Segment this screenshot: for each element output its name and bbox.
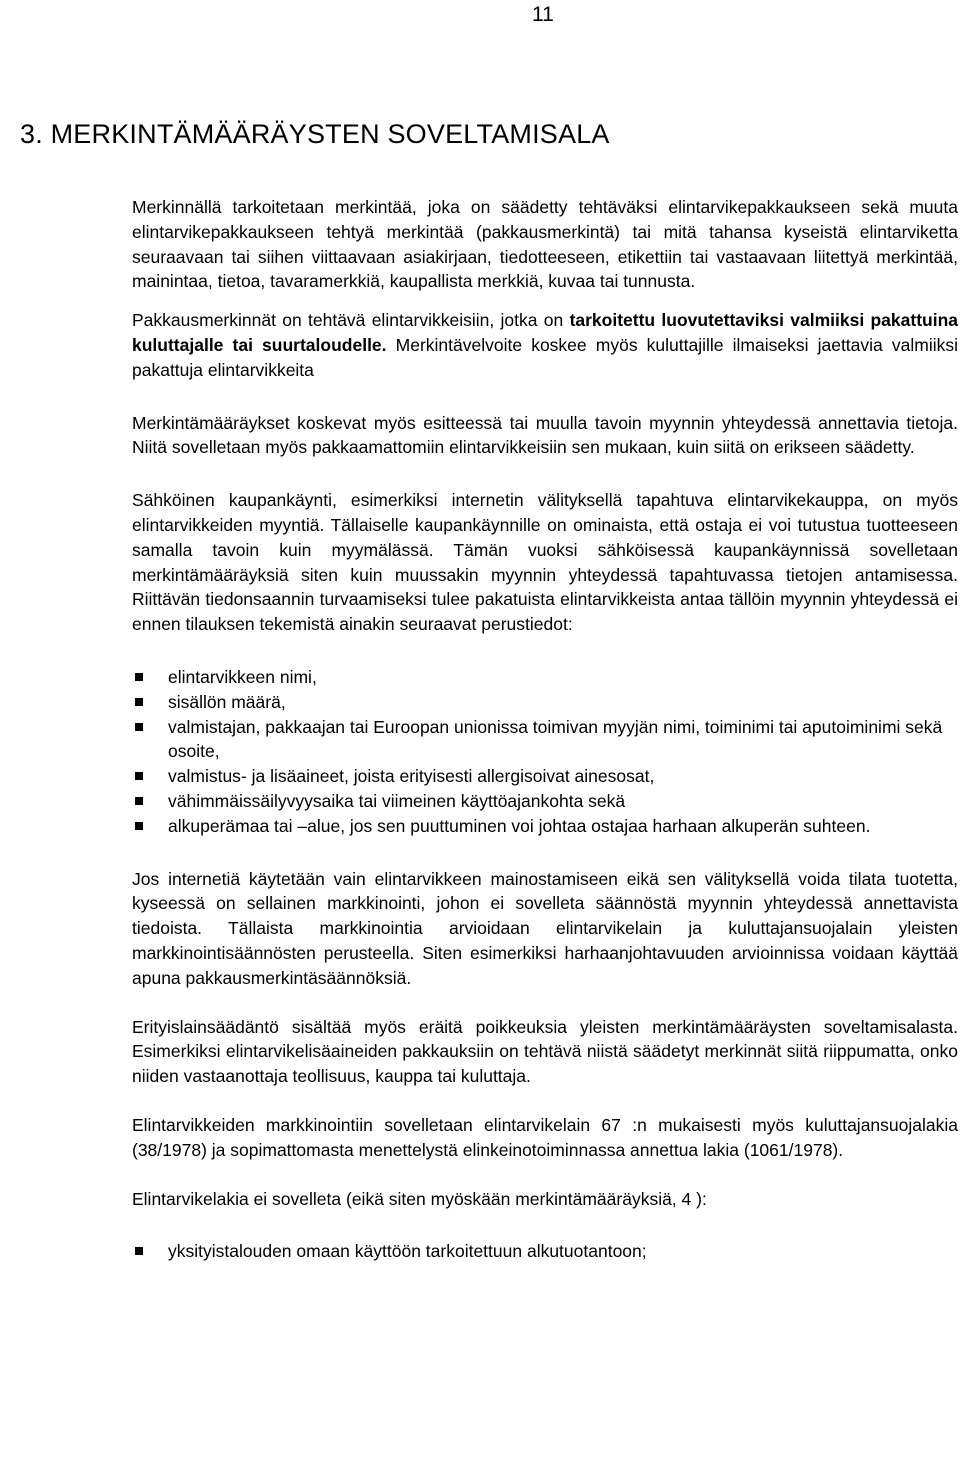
- list-item: [132, 764, 958, 789]
- paragraph-definition: Merkinnällä tarkoitetaan merkintää, joka on säädetty tehtäväksi elintarvikepakkaukseen sekä muuta elintarvikepakkaukseen tehtyä merkintää (pakkausmerkintä) tai mitä tahansa kyseistä elintarviketta seuraavaan tai siihen viittaavaan asiakirjaan, tiedotteeseen, etikettiin tai vastaavaan liitettyä merkintää, mainintaa, tietoa, tavaramerkkiä, kaupallista merkkiä, kuvaa tai tunnusta.: [132, 197, 958, 292]
- paragraph-scope-brochures: Merkintämääräykset koskevat myös esitteessä tai muulla tavoin myynnin yhteydessä annettavia tietoja. Niitä sovelletaan myös pakkaamattomiin elintarvikkeisiin sen mukaan, kuin siitä on erikseen säädetty.: [132, 412, 958, 458]
- paragraph-packaging-labels-start: Pakkausmerkinnät on tehtävä elintarvikkeisiin, jotka on: [132, 310, 570, 331]
- list-item-text: vähimmäissäilyvyysaika tai viimeinen käyttöajankohta sekä: [168, 790, 626, 811]
- list-item-text: elintarvikkeen nimi,: [168, 666, 317, 687]
- paragraph-e-commerce: Sähköinen kaupankäynti, esimerkiksi internetin välityksellä tapahtuva elintarvikekauppa, on myös elintarvikkeiden myyntiä. Tällaiselle kaupankäynnille on ominaista, että ostaja ei voi tutustua tuotteeseen samalla tavoin kuin myymälässä. Tämän vuoksi sähköisessä kaupankäynnissä sovelletaan merkintämääräyksiä siten kuin muussakin myynnin yhteydessä tapahtuvassa tietojen antamisessa. Riittävän tiedonsaannin turvaamiseksi tulee pakatuista elintarvikkeista antaa tällöin myynnin yhteydessä ei ennen tilauksen tekemistä ainakin seuraavat perustiedot:: [132, 490, 958, 635]
- list-item: [132, 665, 958, 690]
- paragraph-packaging-labels-bold: tarkoitettu luovutettaviksi valmiiksi pakattuina kuluttajalle tai suurtaloudelle.: [132, 310, 958, 355]
- list-item-text: sisällön määrä,: [168, 691, 286, 712]
- list-item: [132, 789, 958, 814]
- list-item: [132, 814, 958, 839]
- paragraph-packaging-labels-end: Merkintävelvoite koskee myös kuluttajille ilmaiseksi jaettavia valmiiksi pakattuja elintarvikkeita: [132, 334, 958, 380]
- square-bullet-icon: [135, 772, 143, 780]
- square-bullet-icon: [135, 698, 143, 706]
- paragraph-consumer-protection: Elintarvikkeiden markkinointiin sovelletaan elintarvikelain 67 :n mukaisesti myös kuluttajansuojalakia (38/1978) ja sopimattomasta menettelystä elinkeinotoiminnassa annettua lakia (1061/1978).: [132, 1114, 958, 1160]
- paragraph-exclusions: Elintarvikelakia ei sovelleta (eikä siten myöskään merkintämääräyksiä, 4 ):: [132, 1188, 707, 1209]
- list-item-text: valmistus- ja lisäaineet, joista erityisesti allergisoivat ainesosat,: [168, 766, 655, 787]
- exclusions-list: [132, 1239, 958, 1264]
- paragraph-packaging-labels: [132, 308, 958, 382]
- square-bullet-icon: [135, 673, 143, 681]
- list-item-text: alkuperämaa tai –alue, jos sen puuttuminen voi johtaa ostajaa harhaan alkuperän suhteen.: [168, 815, 871, 836]
- list-item-text: valmistajan, pakkaajan tai Euroopan unionissa toimivan myyjän nimi, toiminimi tai aputoiminimi sekä osoite,: [168, 716, 943, 762]
- page-number: 11: [532, 3, 554, 26]
- list-item: [132, 715, 958, 765]
- square-bullet-icon: [135, 797, 143, 805]
- square-bullet-icon: [135, 822, 143, 830]
- section-heading: 3. MERKINTÄMÄÄRÄYSTEN SOVELTAMISALA: [20, 119, 610, 149]
- paragraph-special-legislation: Erityislainsäädäntö sisältää myös eräitä poikkeuksia yleisten merkintämääräysten soveltamisalasta. Esimerkiksi elintarvikelisäaineiden pakkauksiin on tehtävä niistä säädetyt merkinnät siitä riippumatta, onko niiden vastaanottaja teollisuus, kauppa tai kuluttaja.: [132, 1016, 958, 1087]
- list-item: [132, 1239, 958, 1264]
- square-bullet-icon: [135, 723, 143, 731]
- square-bullet-icon: [135, 1247, 143, 1255]
- list-item-text: yksityistalouden omaan käyttöön tarkoitettuun alkutuotantoon;: [168, 1241, 647, 1262]
- list-item: [132, 690, 958, 715]
- basic-info-list: [132, 665, 958, 839]
- document-body: [132, 195, 958, 1264]
- paragraph-internet-marketing: Jos internetiä käytetään vain elintarvikkeen mainostamiseen eikä sen välityksellä voida tilata tuotetta, kyseessä on sellainen markkinointi, johon ei sovelleta säännöstä myynnin yhteydessä annettavista tiedoista. Tällaista markkinointia arvioidaan elintarvikelain ja kuluttajansuojalain yleisten markkinointisäännösten perusteella. Siten esimerkiksi harhaanjohtavuuden arvioinnissa voidaan käyttää apuna pakkausmerkintäsäännöksiä.: [132, 868, 958, 988]
